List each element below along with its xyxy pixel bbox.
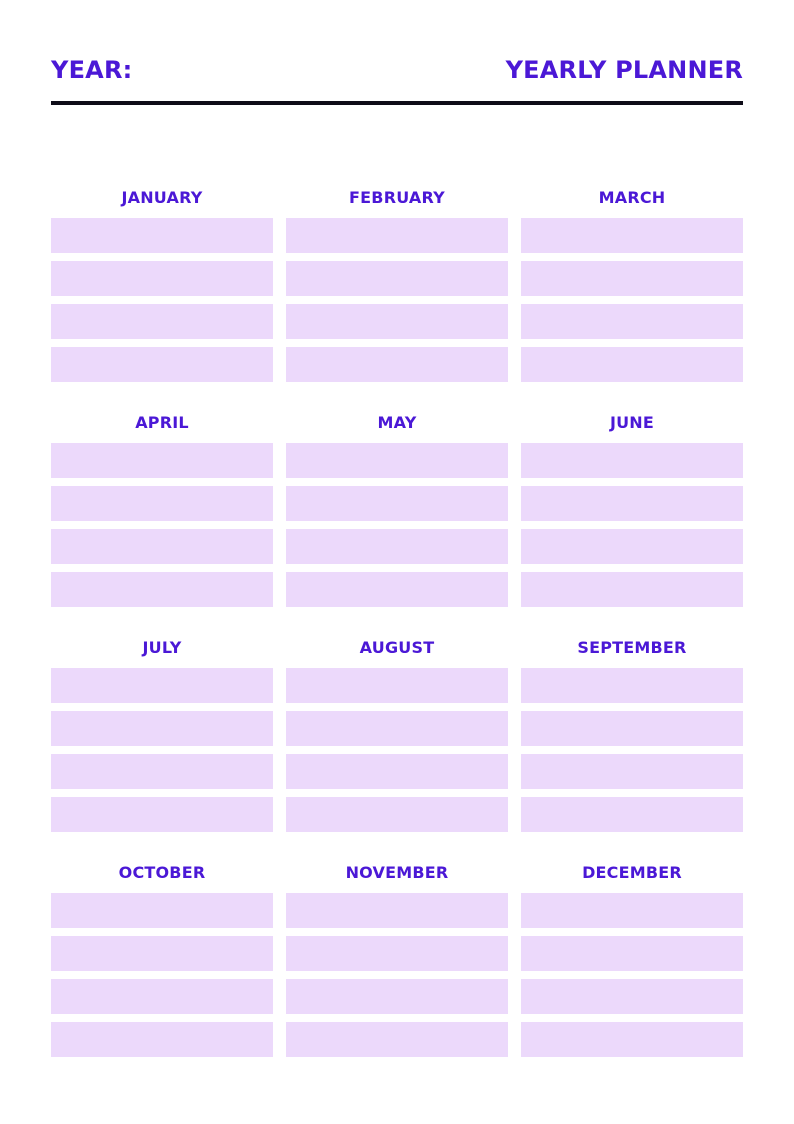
entry-field[interactable]: [286, 893, 508, 928]
month-block-august: [286, 628, 508, 853]
entry-field[interactable]: [286, 668, 508, 703]
entry-field[interactable]: [286, 936, 508, 971]
entry-field[interactable]: [51, 529, 273, 564]
entry-field[interactable]: [286, 711, 508, 746]
entry-field[interactable]: [286, 218, 508, 253]
months-grid: [51, 178, 743, 1078]
entry-field[interactable]: [521, 893, 743, 928]
month-block-september: [521, 628, 743, 853]
month-lines: [51, 218, 273, 382]
entry-field[interactable]: [521, 218, 743, 253]
month-lines: [286, 893, 508, 1057]
month-block-april: [51, 403, 273, 628]
entry-field[interactable]: [51, 668, 273, 703]
entry-field[interactable]: [521, 754, 743, 789]
entry-field[interactable]: [286, 261, 508, 296]
month-lines: [286, 443, 508, 607]
entry-field[interactable]: [51, 711, 273, 746]
entry-field[interactable]: [51, 797, 273, 832]
entry-field[interactable]: [521, 261, 743, 296]
entry-field[interactable]: [521, 304, 743, 339]
entry-field[interactable]: [286, 304, 508, 339]
month-lines: [51, 668, 273, 832]
entry-field[interactable]: [521, 711, 743, 746]
planner-header: [51, 52, 743, 88]
month-title: AUGUST: [359, 638, 435, 657]
entry-field[interactable]: [51, 218, 273, 253]
entry-field[interactable]: [286, 1022, 508, 1057]
month-block-may: [286, 403, 508, 628]
month-lines: [521, 218, 743, 382]
month-title: NOVEMBER: [345, 863, 449, 882]
month-lines: [521, 668, 743, 832]
month-title: DECEMBER: [582, 863, 682, 882]
entry-field[interactable]: [521, 979, 743, 1014]
entry-field[interactable]: [286, 443, 508, 478]
entry-field[interactable]: [51, 443, 273, 478]
month-title: SEPTEMBER: [577, 638, 687, 657]
entry-field[interactable]: [286, 572, 508, 607]
month-block-december: [521, 853, 743, 1078]
entry-field[interactable]: [286, 529, 508, 564]
entry-field[interactable]: [51, 936, 273, 971]
entry-field[interactable]: [51, 1022, 273, 1057]
month-title: OCTOBER: [118, 863, 206, 882]
entry-field[interactable]: [286, 979, 508, 1014]
month-title: JUNE: [609, 413, 655, 432]
entry-field[interactable]: [51, 893, 273, 928]
entry-field[interactable]: [521, 797, 743, 832]
entry-field[interactable]: [521, 486, 743, 521]
entry-field[interactable]: [521, 572, 743, 607]
month-lines: [521, 443, 743, 607]
page-title: YEARLY PLANNER: [505, 56, 743, 84]
month-title: APRIL: [135, 413, 189, 432]
entry-field[interactable]: [286, 347, 508, 382]
entry-field[interactable]: [521, 936, 743, 971]
entry-field[interactable]: [51, 979, 273, 1014]
month-block-july: [51, 628, 273, 853]
month-title: FEBRUARY: [349, 188, 445, 207]
month-title: JULY: [142, 638, 182, 657]
entry-field[interactable]: [51, 347, 273, 382]
month-block-february: [286, 178, 508, 403]
entry-field[interactable]: [51, 486, 273, 521]
entry-field[interactable]: [521, 529, 743, 564]
month-block-january: [51, 178, 273, 403]
month-block-june: [521, 403, 743, 628]
year-label: YEAR:: [51, 56, 133, 84]
header-divider: [51, 101, 743, 105]
entry-field[interactable]: [51, 572, 273, 607]
entry-field[interactable]: [521, 443, 743, 478]
entry-field[interactable]: [286, 797, 508, 832]
entry-field[interactable]: [51, 261, 273, 296]
month-title: MAY: [377, 413, 417, 432]
entry-field[interactable]: [521, 1022, 743, 1057]
month-block-march: [521, 178, 743, 403]
entry-field[interactable]: [521, 668, 743, 703]
month-lines: [51, 443, 273, 607]
month-title: MARCH: [598, 188, 666, 207]
month-lines: [286, 668, 508, 832]
month-block-october: [51, 853, 273, 1078]
entry-field[interactable]: [51, 754, 273, 789]
month-lines: [521, 893, 743, 1057]
entry-field[interactable]: [521, 347, 743, 382]
month-lines: [51, 893, 273, 1057]
month-lines: [286, 218, 508, 382]
month-title: JANUARY: [121, 188, 203, 207]
entry-field[interactable]: [286, 754, 508, 789]
entry-field[interactable]: [286, 486, 508, 521]
month-block-november: [286, 853, 508, 1078]
entry-field[interactable]: [51, 304, 273, 339]
